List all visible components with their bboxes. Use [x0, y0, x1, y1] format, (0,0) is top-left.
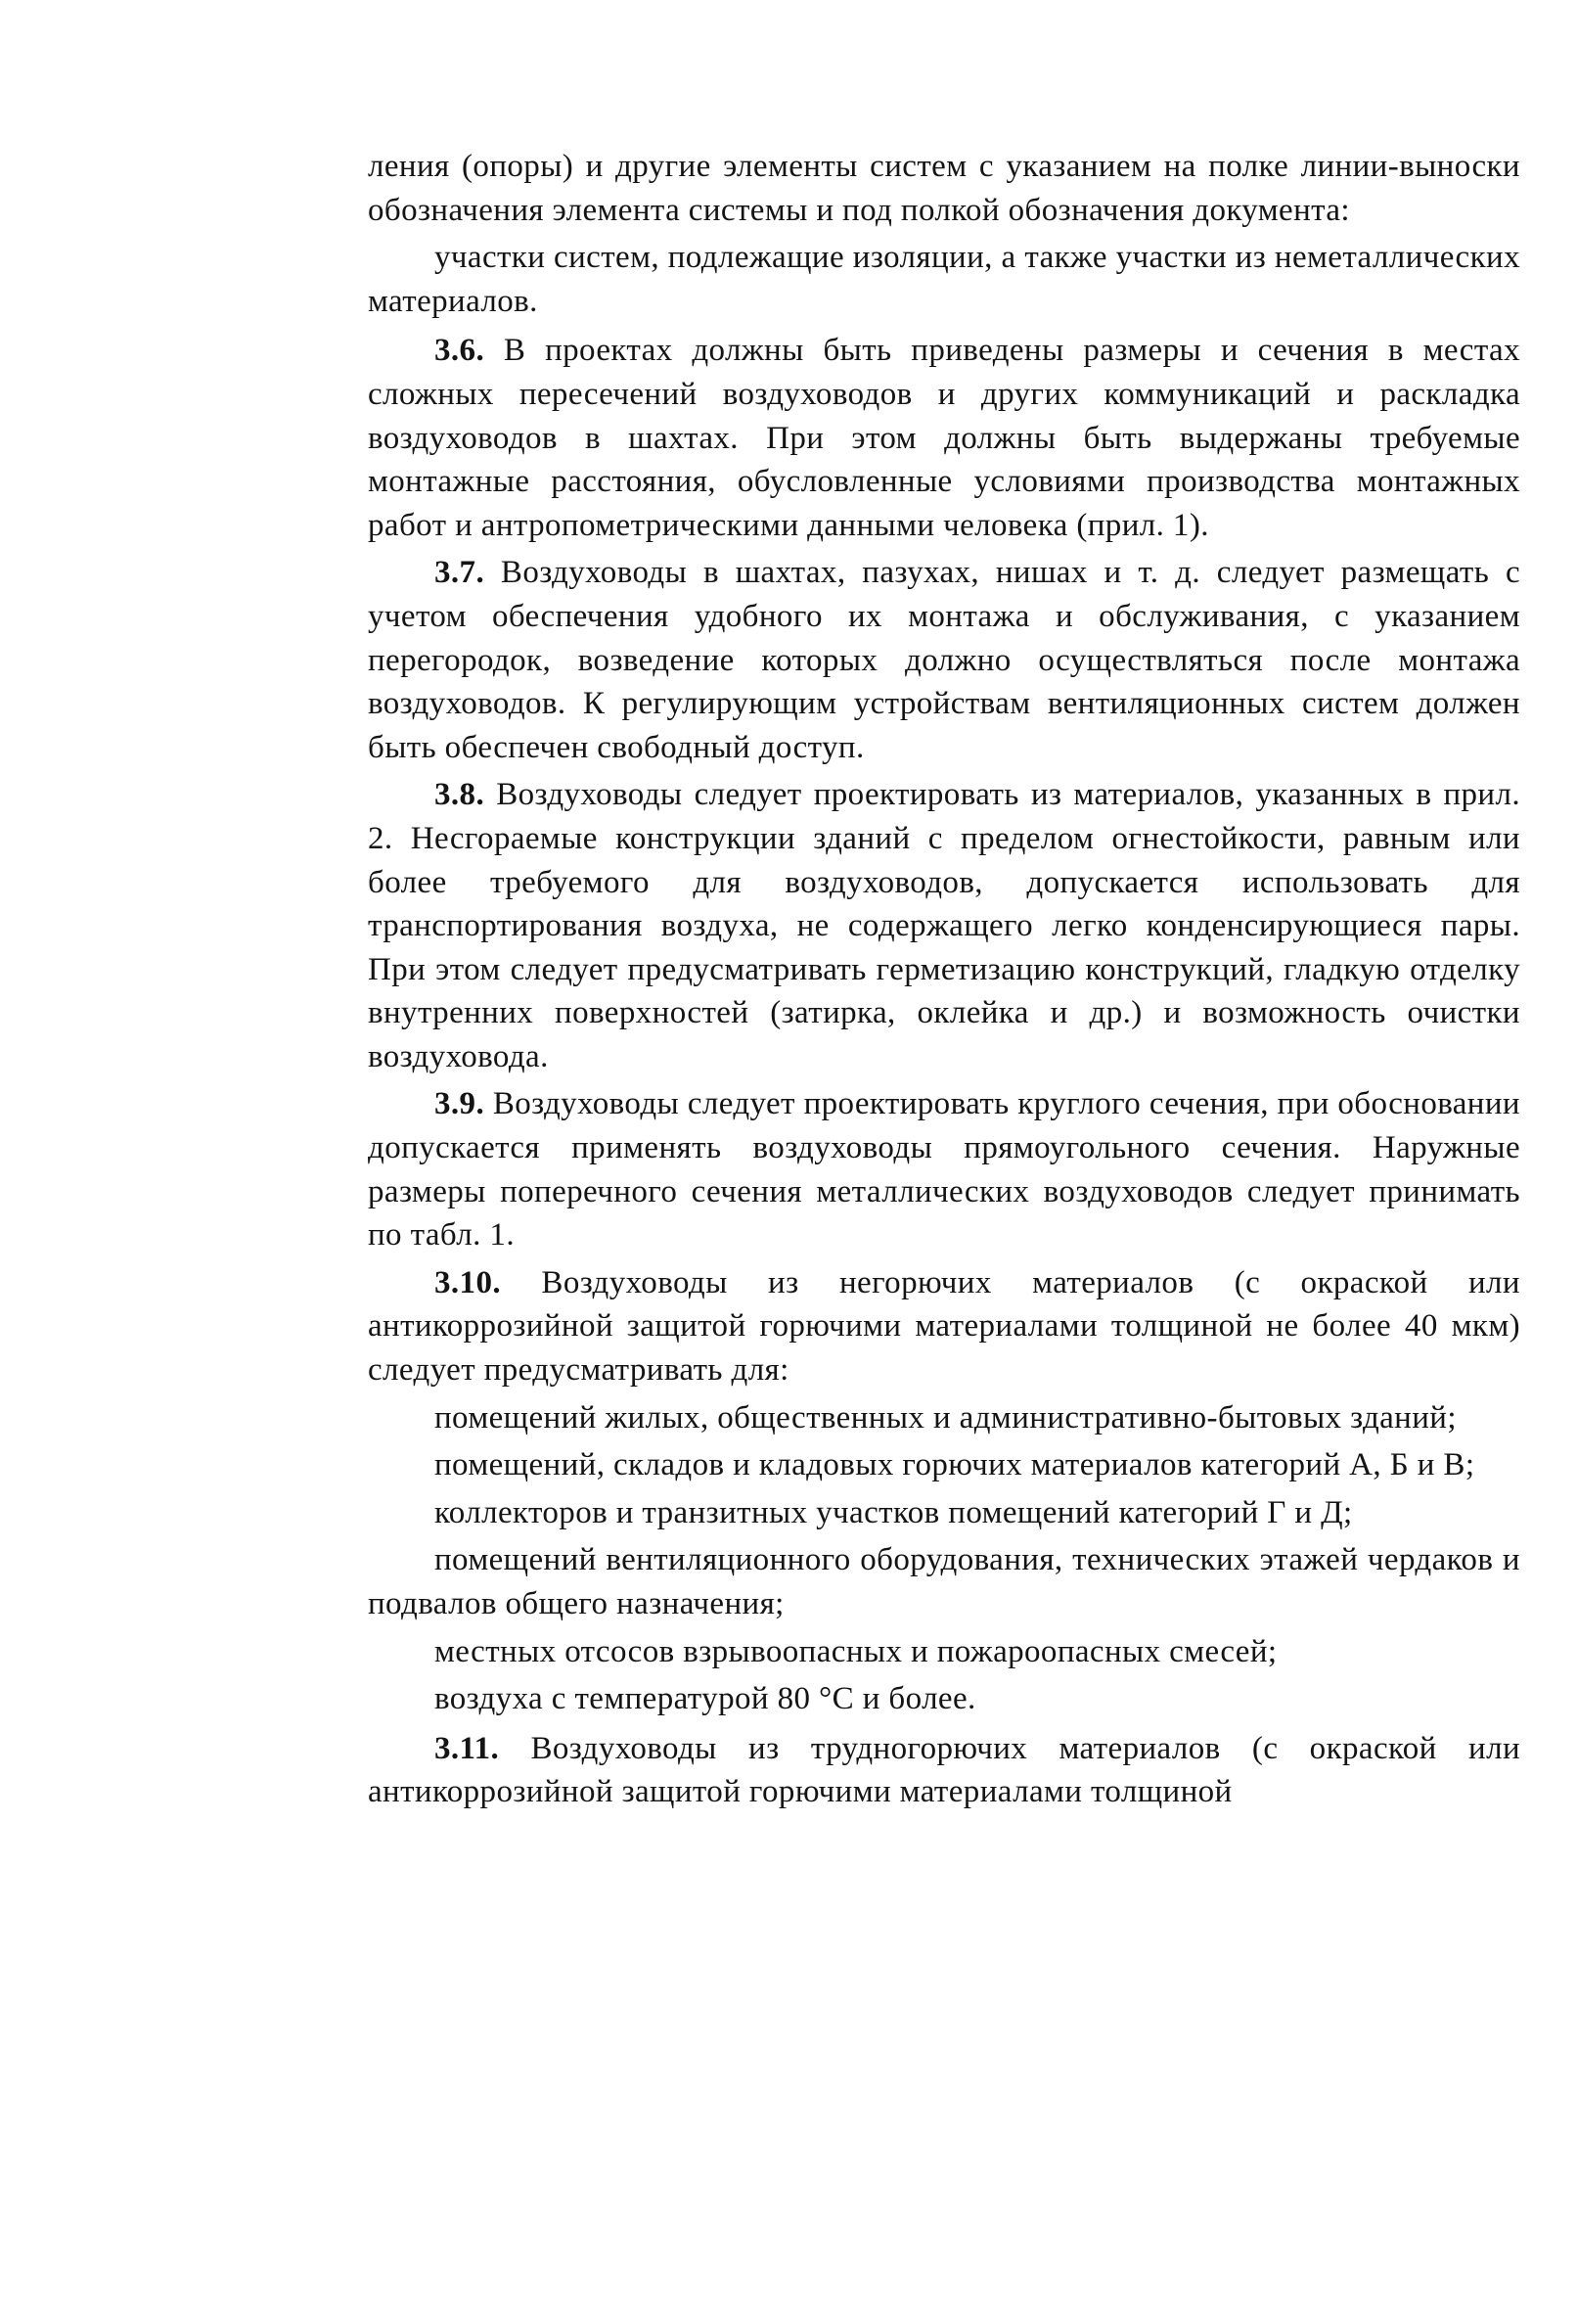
clause-3-8 [368, 773, 1520, 1078]
clause-3-11 [368, 1727, 1520, 1814]
clause-3-9 [368, 1082, 1520, 1256]
clause-number: 3.9. [434, 1086, 485, 1122]
list-item-text: воздуха с температурой 80 °С и более. [434, 1681, 976, 1717]
list-item [368, 1443, 1520, 1487]
list-item-text: местных отсосов взрывоопасных и пожароопасных смесей; [434, 1633, 1278, 1669]
clause-3-10 [368, 1261, 1520, 1392]
clause-text: Воздуховоды из негорючих материалов (с окраской или антикоррозийной защитой горючими материалами толщиной не более 40 мкм) следует предусматривать для: [368, 1264, 1520, 1389]
clause-text: Воздуховоды в шахтах, пазухах, нишах и т. д. следует размещать с учетом обеспечения удобного их монтажа и обслуживания, с указанием перегородок, возведение которых должно осуществляться после монтажа воздуховодов. К регулирующим устройствам вентиляционных систем должен быть обеспечен свободный доступ. [368, 555, 1520, 765]
clause-text: В проектах должны быть приведены размеры и сечения в местах сложных пересечений воздуховодов и других коммуникаций и раскладка воздуховодов в шахтах. При этом должны быть выдержаны требуемые монтажные расстояния, обусловленные условиями производства монтажных работ и антропометрическими данными человека (прил. 1). [368, 333, 1520, 543]
clause-text: Воздуховоды следует проектировать из материалов, указанных в прил. 2. Несгораемые конструкции зданий с пределом огнестойкости, равным или более требуемого для воздуховодов, допускается использовать для транспортирования воздуха, не содержащего легко конденсирующиеся пары. При этом следует предусматривать герметизацию конструкций, гладкую отделку внутренних поверхностей (затирка, оклейка и др.) и возможность очистки воздуховода. [368, 777, 1520, 1074]
clause-number: 3.6. [434, 333, 485, 369]
clause-text: Воздуховоды следует проектировать круглого сечения, при обосновании допускается применять воздуховоды прямоугольного сечения. Наружные размеры поперечного сечения металлических воздуховодов следует принимать по табл. 1. [368, 1086, 1520, 1253]
clause-number: 3.10. [434, 1264, 501, 1300]
list-item [368, 1396, 1520, 1440]
document-page [368, 145, 1520, 1818]
list-item [368, 1491, 1520, 1535]
list-item [368, 1538, 1520, 1625]
list-item-text: помещений жилых, общественных и административно-бытовых зданий; [434, 1399, 1457, 1435]
clause-text: Воздуховоды из трудногорючих материалов (с окраской или антикоррозийной защитой горючими материалами толщиной [368, 1730, 1521, 1810]
clause-number: 3.7. [434, 555, 485, 591]
list-item-text: помещений вентиляционного оборудования, технических этажей чердаков и подвалов общего назначения; [368, 1542, 1520, 1621]
list-item [368, 1630, 1520, 1674]
paragraph-text: ления (опоры) и другие элементы систем с указанием на полке линии-выноски обозначения элемента системы и под полкой обозначения документа: [368, 149, 1520, 228]
clause-3-6 [368, 329, 1520, 547]
list-item-text: помещений, складов и кладовых горючих материалов категорий А, Б и В; [434, 1447, 1475, 1483]
list-item-text: участки систем, подлежащие изоляции, а также участки из неметаллических материалов. [368, 240, 1520, 319]
list-item [368, 236, 1520, 323]
list-item [368, 1677, 1520, 1721]
clause-number: 3.8. [434, 777, 485, 813]
clause-number: 3.11. [434, 1730, 500, 1766]
list-item-text: коллекторов и транзитных участков помещений категорий Г и Д; [434, 1494, 1353, 1530]
clause-3-7 [368, 551, 1520, 769]
paragraph-continuation [368, 145, 1520, 232]
